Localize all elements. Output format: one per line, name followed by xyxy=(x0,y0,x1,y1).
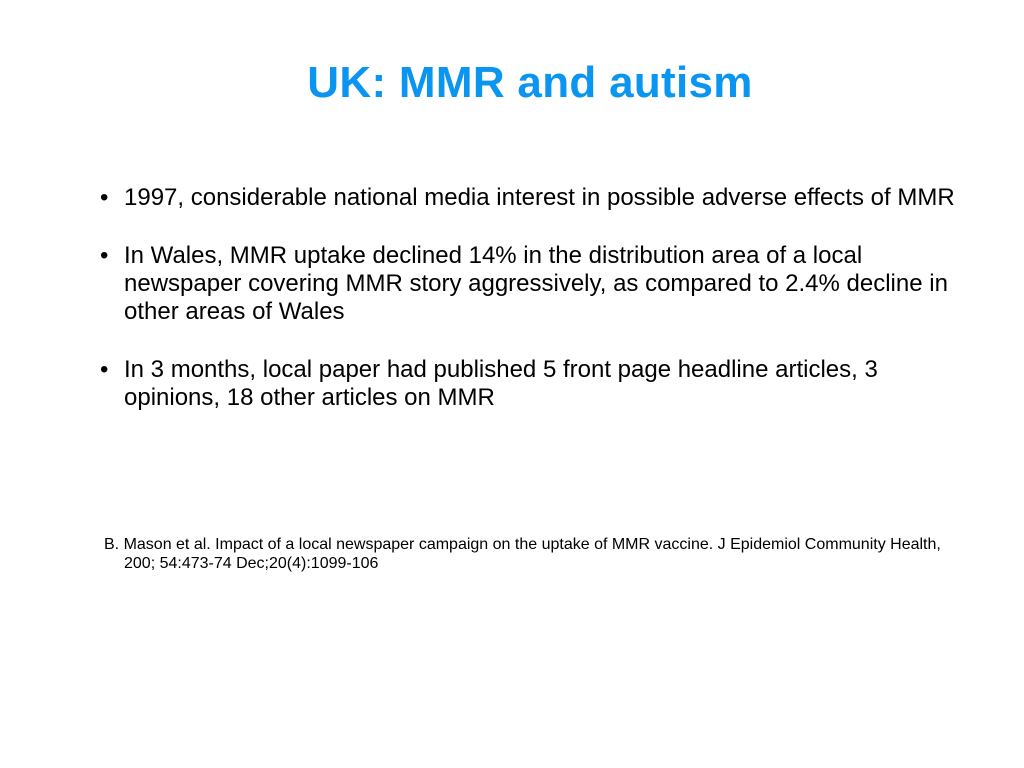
bullet-marker: • xyxy=(100,356,109,383)
bullet-item-media-interest xyxy=(100,184,960,212)
bullet-text: In Wales, MMR uptake declined 14% in the distribution area of a local newspaper covering MMR story aggressively, as compared to 2.4% decline in other areas of Wales xyxy=(124,242,948,325)
bullet-marker: • xyxy=(100,184,109,211)
slide-title: UK: MMR and autism xyxy=(307,58,753,107)
bullet-text: 1997, considerable national media interest in possible adverse effects of MMR xyxy=(124,184,955,211)
bullet-item-wales-uptake xyxy=(100,242,960,326)
reference-citation: B. Mason et al. Impact of a local newspaper campaign on the uptake of MMR vaccine. J Epidemiol Community Health, 200; 54:473-74 Dec;20(4):1099-106 xyxy=(104,536,941,572)
bullet-marker: • xyxy=(100,242,109,269)
bullet-list xyxy=(100,184,960,442)
bullet-text: In 3 months, local paper had published 5 front page headline articles, 3 opinions, 18 other articles on MMR xyxy=(124,356,878,411)
bullet-item-local-paper xyxy=(100,356,960,412)
